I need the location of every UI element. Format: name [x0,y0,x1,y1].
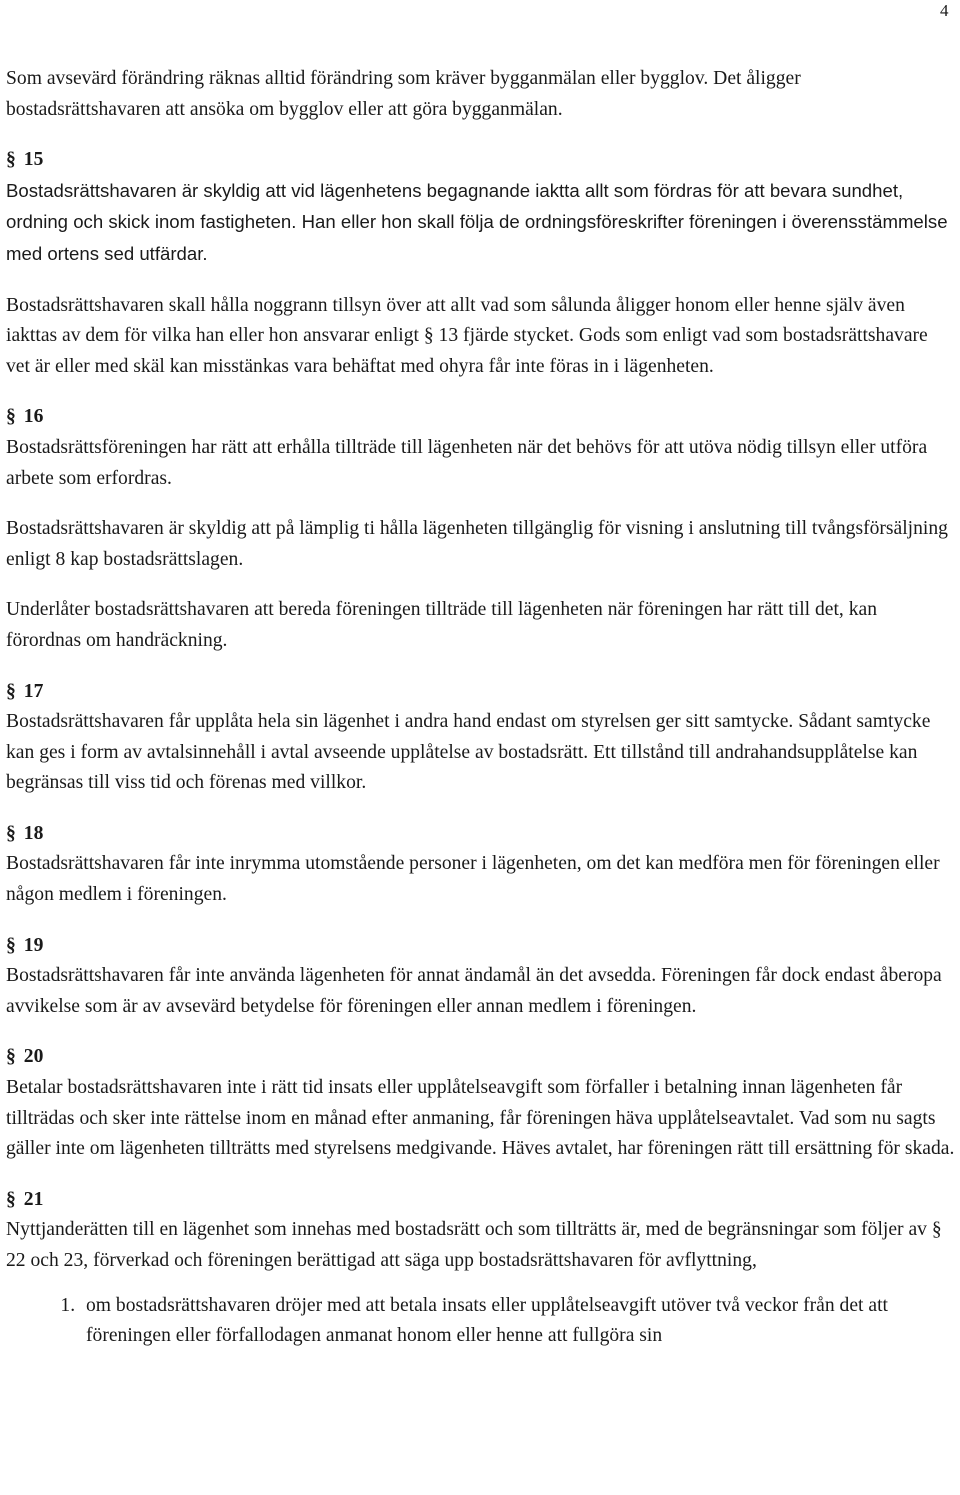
section-paragraph: Bostadsrättshavaren får upplåta hela sin lägenhet i andra hand endast om styrelsen ger sitt samtycke. Sådant samtycke kan ges i form av avtalsinnehåll i avtal avseende upplåtelse av bostadsrätt. Ett tillstånd till andrahandsupplåtelse kan begränsas till viss tid och förenas med villkor. [6,711,931,794]
section-paragraph: Bostadsrättshavaren får inte inrymma utomstående personer i lägenheten, om det kan medföra men för föreningen eller någon medlem i föreningen. [6,853,940,906]
section-heading [6,931,956,962]
section-sign: § [423,325,434,347]
section-sign: § [6,680,16,702]
intro-paragraph: Som avsevärd förändring räknas alltid förändring som kräver bygganmälan eller bygglov. Det åligger bostadsrättshavaren att ansöka om bygglov eller att göra bygganmälan. [6,68,801,120]
section-paragraph: Betalar bostadsrättshavaren inte i rätt tid insats eller upplåtelseavgift som förfaller i betalning innan lägenheten får tillträdas och sker inte rättelse inom en månad efter anmaning, får föreningen häva upplåtelseavtalet. Vad som nu sagts gäller inte om lägenheten tillträtts med styrelsens medgivande. Häves avtalet, har föreningen rätt till ersättning för skada. [6,1077,955,1160]
section-sign: § [931,1219,942,1241]
page-number: 4 [940,1,949,20]
section-heading [6,1042,956,1073]
section-20 [6,1042,956,1164]
section-paragraph: Bostadsrättshavaren är skyldig att vid lägenhetens begagnande iaktta allt som fördras för att bevara sundhet, ordning och skick inom fastigheten. Han eller hon skall följa de ordningsföreskrifter föreningen i överensstämmelse med ortens sed utfärdar. [6,179,948,264]
section-paragraph: Bostadsrättshavaren är skyldig att på lämplig ti hålla lägenheten tillgänglig för visning i anslutning till tvångsförsäljning enligt 8 kap bostadsrättslagen. [6,518,948,570]
section-number: 18 [23,822,44,844]
intro-section [6,64,956,125]
section-paragraph: Underlåter bostadsrättshavaren att bereda föreningen tillträde till lägenheten när föreningen har rätt till det, kan förordnas om handräckning. [6,599,878,651]
section-number: 20 [23,1046,44,1068]
section-17 [6,677,956,799]
section-sign: § [6,1188,16,1210]
section-heading [6,819,956,850]
section-19 [6,931,956,1023]
section-sign: § [6,149,16,171]
section-15 [6,145,956,382]
section-21 [6,1185,956,1352]
section-sign: § [6,934,16,956]
document-body [6,64,956,1352]
section-16 [6,402,956,656]
section-paragraph: Bostadsrättshavaren får inte använda lägenheten för annat ändamål än det avsedda. Föreningen får dock endast åberopa avvikelse som är av avsevärd betydelse för föreningen eller annan medlem i föreningen. [6,965,942,1017]
section-paragraph: Bostadsrättsföreningen har rätt att erhålla tillträde till lägenheten när det behövs för att utöva nödig tillsyn eller utföra arbete som erfordras. [6,436,928,489]
section-sign: § [6,406,16,428]
section-heading [6,1185,956,1216]
section-heading [6,402,956,433]
section-paragraph: Bostadsrättshavaren skall hålla noggrann tillsyn över att allt vad som sålunda åligger honom eller henne själv även iakttas av dem för vilka han eller hon ansvarar enligt § 13 fjärde stycket. Gods som enligt vad som bostadsrättshavare vet är eller med skäl kan misstänkas vara behäftat med ohyra får inte föras in i lägenheten. [6,294,928,377]
section-sign: § [6,822,16,844]
numbered-list [6,1291,956,1352]
section-number: 15 [23,149,44,171]
list-item: 1. om bostadsrättshavaren dröjer med att betala insats eller upplåtelseavgift utöver två veckor från det att föreningen eller förfallodagen anmanat honom eller henne att fullgöra sin [80,1291,956,1352]
section-number: 21 [23,1188,44,1210]
section-sign: § [6,1046,16,1068]
section-number: 17 [23,680,44,702]
section-18 [6,819,956,911]
section-heading [6,677,956,708]
section-number: 16 [23,406,44,428]
section-number: 19 [23,934,44,956]
section-heading [6,145,956,176]
section-paragraph: Nyttjanderätten till en lägenhet som innehas med bostadsrätt och som tillträtts är, med de begränsningar som följer av § 22 och 23, förverkad och föreningen berättigad att säga upp bostadsrättshavaren för avflyttning, [6,1219,942,1271]
